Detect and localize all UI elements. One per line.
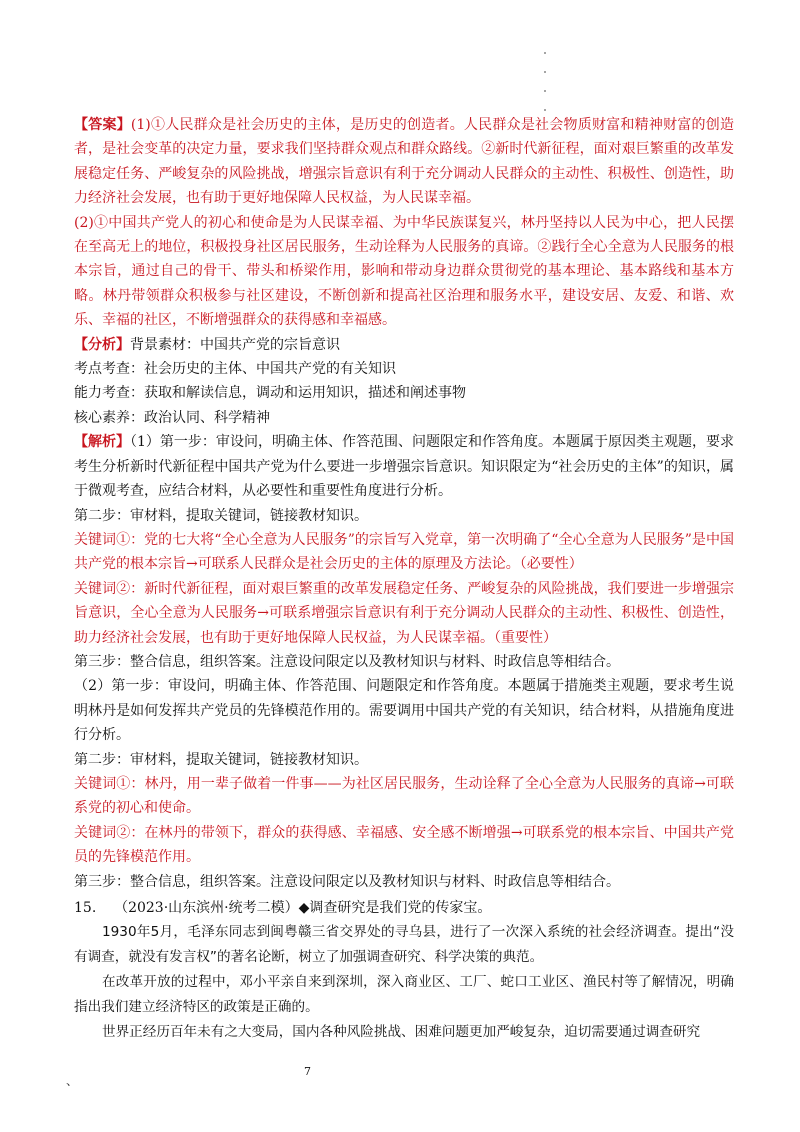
explain-p2-keyword1: 关键词①：林丹，用一辈子做着一件事——为社区居民服务，生动诠释了全心全意为人民服务的真谛→可联系党的初心和使命。: [74, 775, 734, 817]
footer-mark: 、: [66, 1074, 79, 1088]
analysis-text: 背景素材：中国共产党的宗旨意识: [130, 336, 340, 353]
page-number: 7: [304, 1065, 311, 1078]
explain-p1-step3: 第三步：整合信息，组织答案。注意设问限定以及教材知识与材料、时政信息等相结合。: [74, 653, 620, 670]
explain-p1-keyword1: 关键词①：党的七大将“全心全意为人民服务”的宗旨写入党章，第一次明确了“全心全意为人民服务”是中国共产党的根本宗旨→可联系人民群众是社会历史的主体的原理及方法论。（必要性）: [74, 531, 734, 573]
answer-part2: (2)①中国共产党人的初心和使命是为人民谋幸福、为中华民族谋复兴，林丹坚持以人民为中心，把人民摆在至高无上的地位，积极投身社区居民服务，生动诠释为人民服务的真谛。②践行全心全意为人民服务的根本宗旨，通过自己的骨干、带头和桥梁作用，影响和带动身边群众贯彻党的基本理论、基本路线和基本方略。林丹带领群众积极参与社区建设，不断创新和提高社区治理和服务水平，建设安居、友爱、和谐、欢乐、幸福的社区，不断增强群众的获得感和幸福感。: [74, 214, 734, 329]
explain-p1-step1-text: （1）第一步：审设问，明确主体、作答范围、问题限定和作答角度。本题属于原因类主观题，要求考生分析新时代新征程中国共产党为什么要进一步增强宗旨意识。知识限定为“社会历史的主体”的知识，属于微观考查，应结合材料，从必要性和重要性角度进行分析。: [74, 434, 735, 500]
kaodian-line: 考点考查：社会历史的主体、中国共产党的有关知识: [74, 361, 396, 378]
explain-p2-step3: 第三步：整合信息，组织答案。注意设问限定以及教材知识与材料、时政信息等相结合。: [74, 873, 620, 890]
answer-part1: [74, 113, 734, 211]
explain-p2-step2: 第二步：审材料，提取关键词，链接教材知识。: [74, 751, 368, 768]
answer-label: 【答案】: [74, 117, 131, 133]
analysis-line: [74, 333, 734, 357]
explain-p1-keyword2: 关键词②：新时代新征程，面对艰巨繁重的改革发展稳定任务、严峻复杂的风险挑战，我们要进一步增强宗旨意识，全心全意为人民服务→可联系增强宗旨意识有利于充分调动人民群众的主动性、积极性、创造性，助力经济社会发展，也有助于更好地保障人民权益，为人民谋幸福。（重要性）: [74, 580, 734, 646]
question15-number: 15.: [74, 900, 97, 916]
analysis-label: 【分析】: [74, 336, 130, 353]
explain-p1-step1: [74, 430, 734, 503]
explain-p1-step2: 第二步：审材料，提取关键词，链接教材知识。: [74, 507, 368, 524]
nengli-line: 能力考查：获取和解读信息，调动和运用知识，描述和阐述事物: [74, 385, 466, 402]
explain-label: 【解析】: [74, 434, 131, 451]
page-content: [74, 113, 734, 1045]
material-paragraph-2: 在改革开放的过程中，邓小平亲自来到深圳，深入商业区、工厂、蛇口工业区、渔民村等了解情况，明确指出我们建立经济特区的政策是正确的。: [74, 974, 734, 1016]
answer-part1-text: (1)①人民群众是社会历史的主体，是历史的创造者。人民群众是社会物质财富和精神财富的创造者，是社会变革的决定力量，要求我们坚持群众观点和群众路线。②新时代新征程，面对艰巨繁重的改革发展稳定任务、严峻复杂的风险挑战，增强宗旨意识有利于充分调动人民群众的主动性、积极性、创造性，助力经济社会发展，也有助于更好地保障人民权益，为人民谋幸福。: [74, 117, 734, 207]
suyang-line: 核心素养：政治认同、科学精神: [74, 409, 270, 426]
question15-header: [74, 896, 734, 920]
explain-p2-keyword2: 关键词②：在林丹的带领下，群众的获得感、幸福感、安全感不断增强→可联系党的根本宗旨、中国共产党员的先锋模范作用。: [74, 824, 734, 866]
question15-source: （2023·山东滨州·统考二模）◆调查研究是我们党的传家宝。: [114, 900, 492, 916]
material-paragraph-1: 1930年5月，毛泽东同志到闽粤赣三省交界处的寻乌县，进行了一次深入系统的社会经济调查。提出“没有调查，就没有发言权”的著名论断，树立了加强调查研究、科学决策的典范。: [74, 924, 734, 966]
explain-p2-step1: （2）第一步：审设问，明确主体、作答范围、问题限定和作答角度。本题属于措施类主观题，要求考生说明林丹是如何发挥共产党员的先锋模范作用的。需要调用中国共产党的有关知识，结合材料，从措施角度进行分析。: [74, 678, 734, 744]
question15-material: [74, 920, 734, 1045]
material-paragraph-3: 世界正经历百年未有之大变局，国内各种风险挑战、困难问题更加严峻复杂，迫切需要通过调查研究: [102, 1024, 701, 1041]
